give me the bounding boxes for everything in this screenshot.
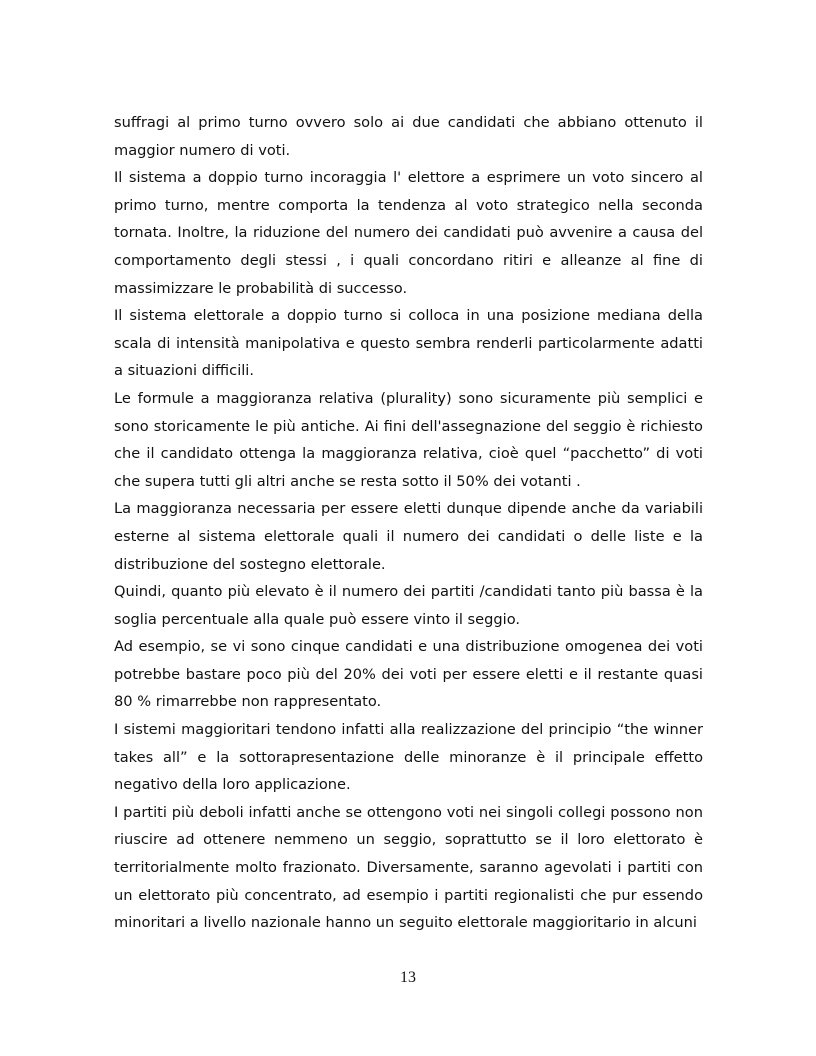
- paragraph-2: Il sistema a doppio turno incoraggia l' elettore a esprimere un voto sincero al primo turno, mentre comporta la tendenza al voto strategico nella seconda tornata. Inoltre, la riduzione del numero dei candidati può avvenire a causa del comportamento degli stessi , i quali concordano ritiri e alleanze al fine di massimizzare le probabilità di successo.: [114, 169, 703, 297]
- paragraph-3: Il sistema elettorale a doppio turno si colloca in una posizione mediana della scala di intensità manipolativa e questo sembra renderli particolarmente adatti a situazioni difficili.: [114, 307, 703, 380]
- paragraph-6: Quindi, quanto più elevato è il numero dei partiti /candidati tanto più bassa è la soglia percentuale alla quale può essere vinto il seggio.: [114, 583, 703, 628]
- body-text: [114, 109, 703, 937]
- paragraph-7: Ad esempio, se vi sono cinque candidati e una distribuzione omogenea dei voti potrebbe bastare poco più del 20% dei voti per essere eletti e il restante quasi 80 % rimarrebbe non rappresentato.: [114, 638, 703, 711]
- paragraph-8: I sistemi maggioritari tendono infatti alla realizzazione del principio “the winner takes all” e la sottorapresentazione delle minoranze è il principale effetto negativo della loro applicazione.: [114, 721, 703, 794]
- paragraph-5: La maggioranza necessaria per essere eletti dunque dipende anche da variabili esterne al sistema elettorale quali il numero dei candidati o delle liste e la distribuzione del sostegno elettorale.: [114, 500, 703, 573]
- paragraph-4: Le formule a maggioranza relativa (plurality) sono sicuramente più semplici e sono storicamente le più antiche. Ai fini dell'assegnazione del seggio è richiesto che il candidato ottenga la maggioranza relativa, cioè quel “pacchetto” di voti che supera tutti gli altri anche se resta sotto il 50% dei votanti .: [114, 389, 703, 490]
- paragraph-1: suffragi al primo turno ovvero solo ai due candidati che abbiano ottenuto il maggior numero di voti.: [114, 114, 703, 159]
- page-number: 13: [400, 969, 416, 986]
- paragraph-9: I partiti più deboli infatti anche se ottengono voti nei singoli collegi possono non riuscire ad ottenere nemmeno un seggio, soprattutto se il loro elettorato è territorialmente molto frazionato. Diversamente, saranno agevolati i partiti con un elettorato più concentrato, ad esempio i partiti regionalisti che pur essendo minoritari a livello nazionale hanno un seguito elettorale maggioritario in alcuni: [114, 803, 703, 932]
